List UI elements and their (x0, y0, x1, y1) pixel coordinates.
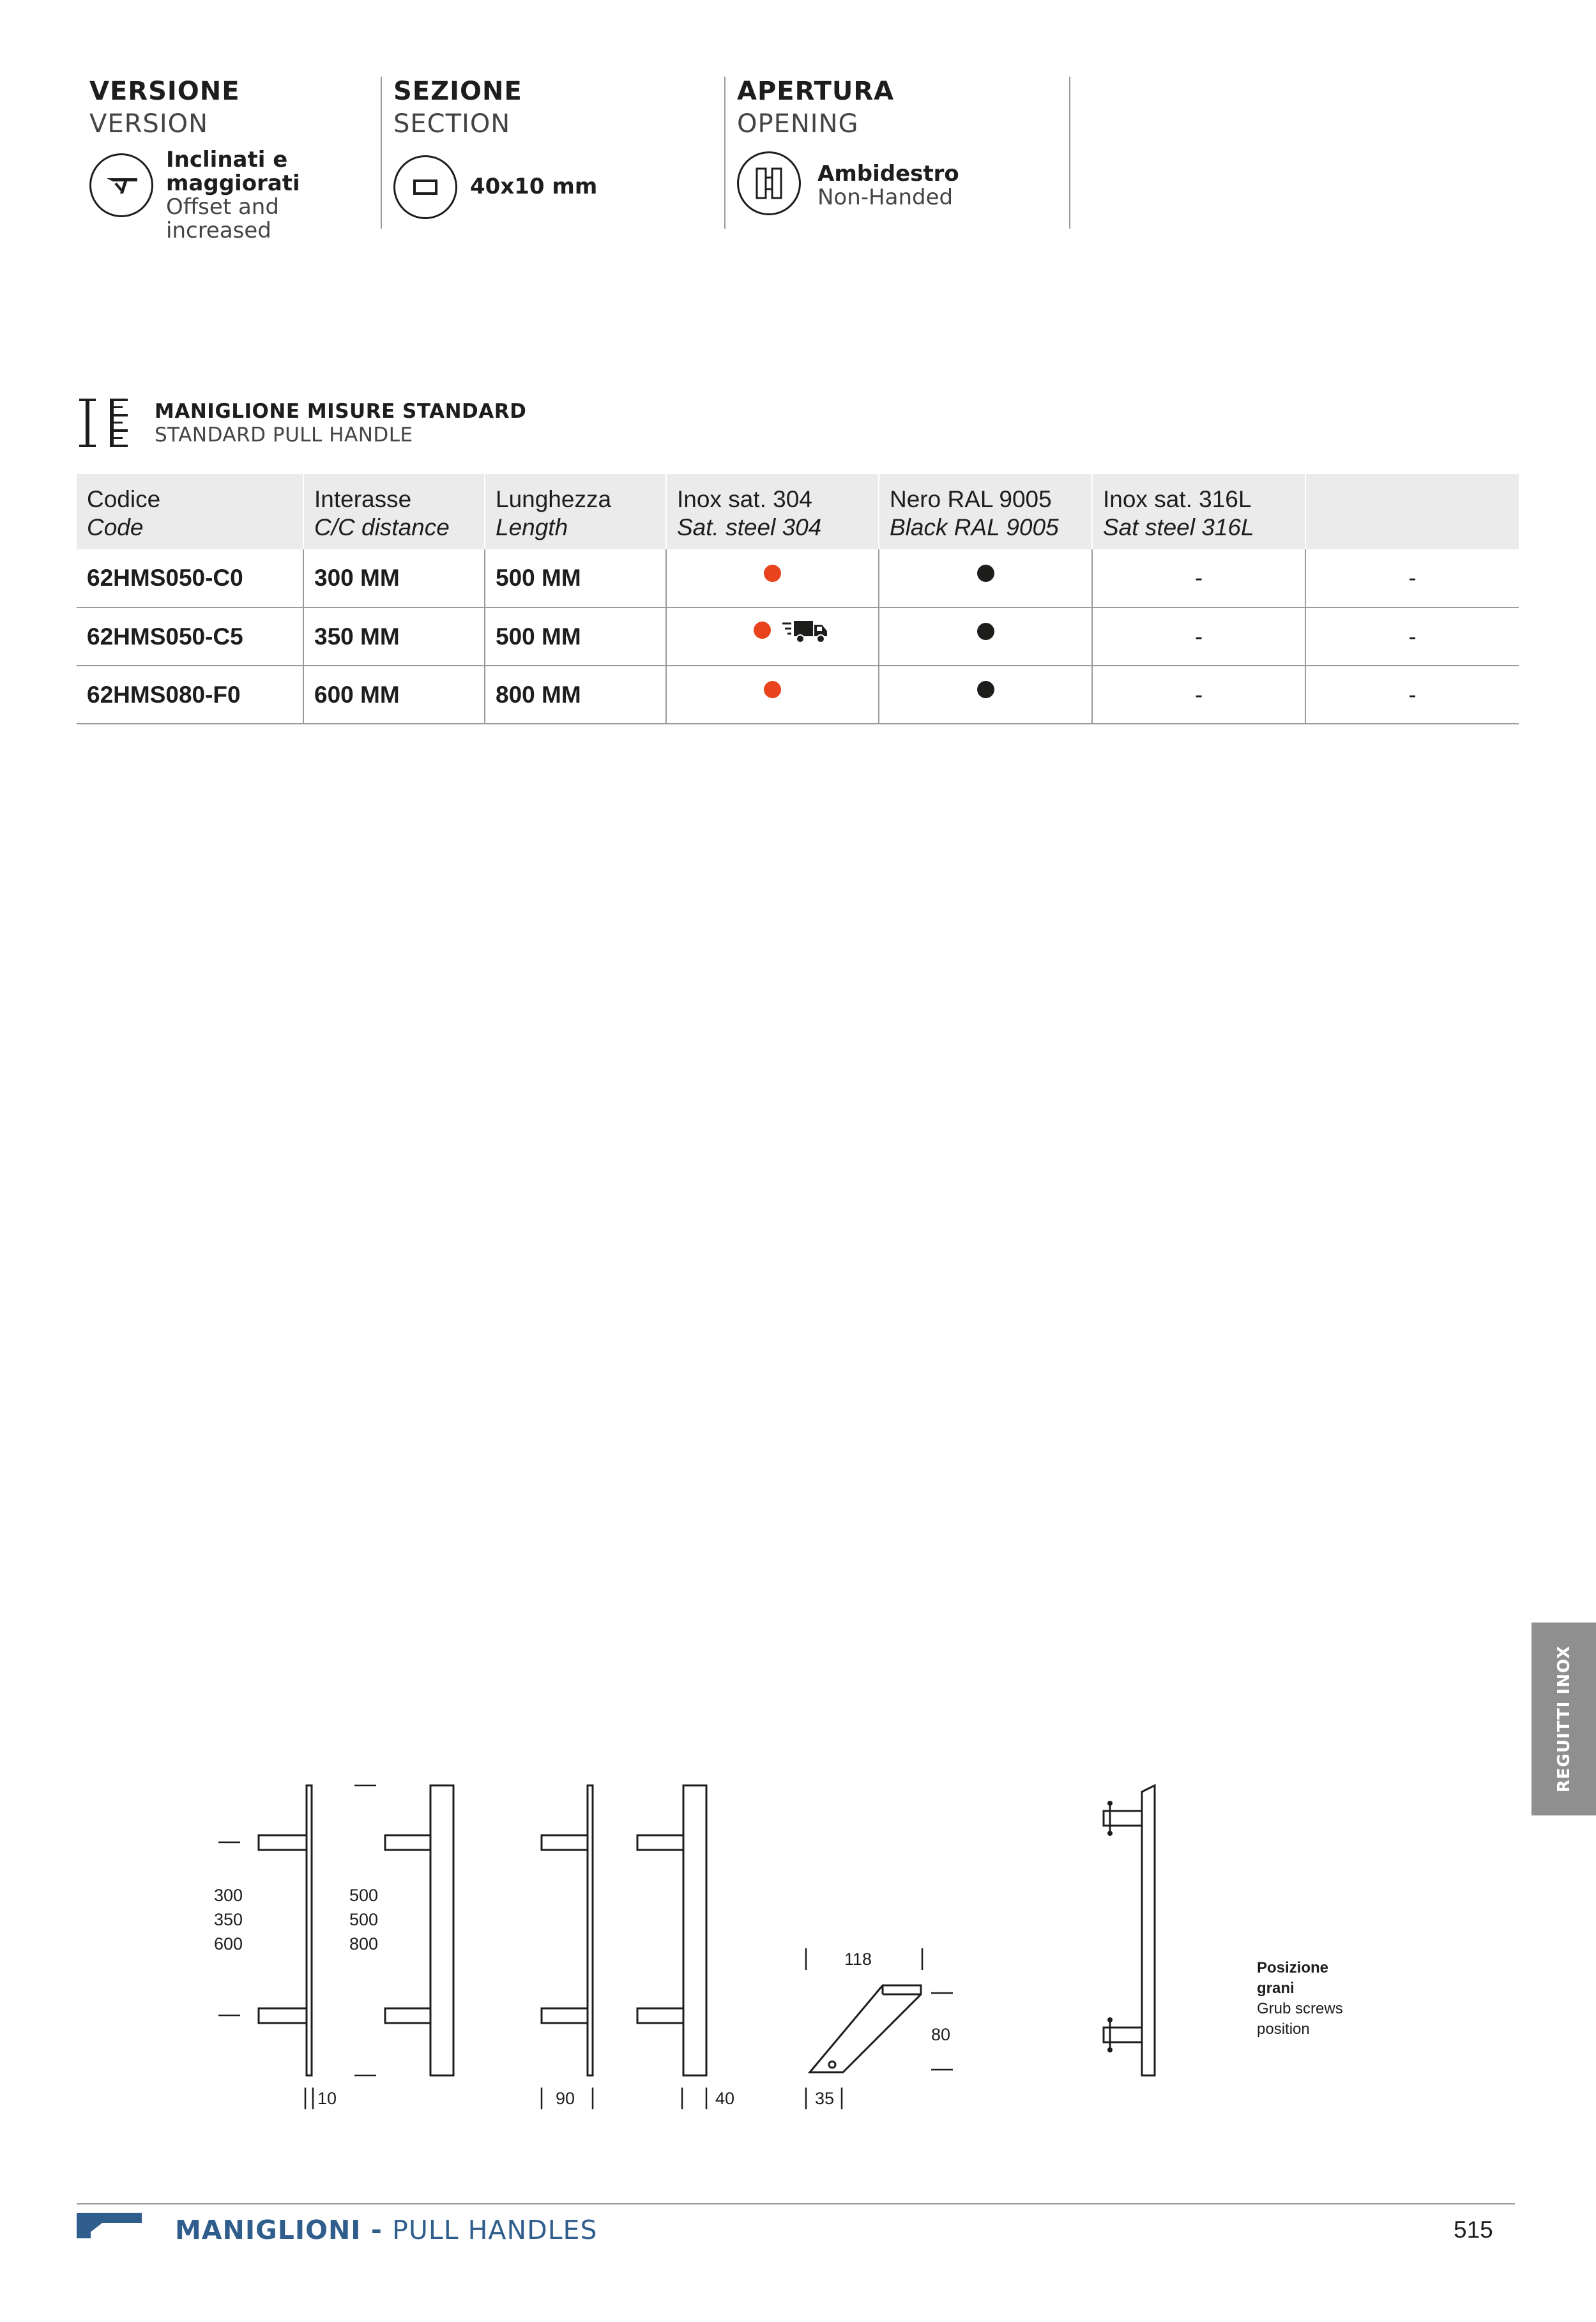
handle-1-standoff-top (259, 1835, 307, 1850)
table-row (77, 666, 1519, 724)
footer-title-it: MANIGLIONI (175, 2215, 361, 2245)
col-header-code: Codice Code (77, 474, 303, 549)
cell-code: 62HMS050-C0 (77, 549, 303, 607)
cell-code: 62HMS080-F0 (77, 666, 303, 724)
col-header-inox304: Inox sat. 304 Sat. steel 304 (666, 474, 879, 549)
sezione-value: 40x10 mm (470, 174, 598, 199)
cell-code: 62HMS050-C5 (77, 607, 303, 666)
page-number: 515 (1454, 2217, 1493, 2243)
table-row (77, 549, 1519, 607)
side-tab-label: REGUITTI INOX (1554, 1645, 1574, 1793)
cell-black (879, 666, 1092, 724)
grub-screw-handle-bar (1142, 1785, 1155, 2075)
handle-4-standoff-bottom (637, 2008, 683, 2023)
col-header-cc: Interasse C/C distance (303, 474, 485, 549)
col-header-black: Nero RAL 9005 Black RAL 9005 (879, 474, 1092, 549)
footer-divider (77, 2203, 1515, 2204)
section-title: MANIGLIONE MISURE STANDARD (155, 400, 527, 423)
available-dot-icon (977, 623, 994, 640)
handle-4-standoff-top (637, 1835, 683, 1850)
offset-width-dim: 118 (844, 1950, 872, 1969)
table-row (77, 607, 1519, 666)
sezione-subtitle: SECTION (393, 109, 511, 139)
handle-1-standoff-bottom (259, 2008, 307, 2023)
col-header-length: Lunghezza Length (485, 474, 666, 549)
handle-2-standoff-top (385, 1835, 430, 1850)
cell-length: 800 MM (485, 666, 666, 724)
apertura-value (817, 162, 959, 210)
handle-2-bar (430, 1785, 453, 2075)
versione-subtitle: VERSION (89, 109, 209, 139)
side-tab[interactable] (1531, 1623, 1596, 1815)
handle-2-standoff-bottom (385, 2008, 430, 2023)
thickness-dim: 10 (317, 2089, 337, 2108)
handle-3-standoff-top (542, 1835, 588, 1850)
versione-value-it-1: Inclinati e (166, 147, 288, 172)
cell-inox316: - (1092, 549, 1305, 607)
header-divider-2 (724, 77, 726, 229)
header-divider-3 (1069, 77, 1070, 229)
versione-value (166, 148, 300, 243)
available-dot-icon (764, 681, 781, 698)
offset-handle-icon (89, 153, 153, 217)
apertura-value-en: Non-Handed (817, 185, 954, 210)
reguitti-logo-icon (77, 2213, 142, 2238)
cc-value-1: 300 (214, 1886, 243, 1905)
available-dot-icon (754, 622, 771, 639)
cell-black (879, 607, 1092, 666)
cell-black (879, 549, 1092, 607)
depth-dim: 40 (715, 2089, 735, 2108)
handle-3-bar (588, 1785, 593, 2075)
versione-value-it-2: maggiorati (166, 171, 300, 196)
footer-separator: - (361, 2215, 393, 2245)
double-door-icon (737, 151, 801, 215)
cell-inox304 (666, 549, 879, 607)
length-value-2: 500 (349, 1910, 379, 1929)
apertura-subtitle: OPENING (737, 109, 859, 139)
cc-value-2: 350 (214, 1910, 243, 1929)
cell-cc: 600 MM (303, 666, 485, 724)
grub-screw-label: Posizione grani Grub screws position (1257, 1959, 1343, 2038)
table-header-row (77, 474, 1519, 549)
footer-title-en: PULL HANDLES (392, 2215, 598, 2245)
length-value-1: 500 (349, 1886, 379, 1905)
handle-3-standoff-bottom (542, 2008, 588, 2023)
length-value-3: 800 (349, 1934, 379, 1953)
sezione-title: SEZIONE (393, 77, 522, 106)
offset-height-dim: 80 (931, 2025, 951, 2044)
offset-depth-dim: 35 (815, 2089, 835, 2108)
projection-dim: 90 (556, 2089, 575, 2108)
apertura-title: APERTURA (737, 77, 895, 106)
cell-length: 500 MM (485, 607, 666, 666)
cc-value-3: 600 (214, 1934, 243, 1953)
measure-bars-icon (77, 397, 130, 448)
offset-standoff-detail (810, 1985, 921, 2072)
versione-title: VERSIONE (89, 77, 240, 106)
fast-delivery-truck-icon (781, 615, 830, 651)
apertura-value-it: Ambidestro (817, 161, 959, 187)
header-divider-1 (381, 77, 382, 229)
product-table (77, 474, 1519, 724)
cell-inox316: - (1092, 607, 1305, 666)
col-header-inox316: Inox sat. 316L Sat steel 316L (1092, 474, 1305, 549)
cell-inox316: - (1092, 666, 1305, 724)
cell-extra: - (1305, 549, 1519, 607)
footer-title (175, 2215, 597, 2245)
cell-extra: - (1305, 666, 1519, 724)
versione-value-en-2: increased (166, 218, 271, 243)
cell-cc: 300 MM (303, 549, 485, 607)
rectangle-section-icon (393, 155, 457, 219)
cell-extra: - (1305, 607, 1519, 666)
handle-1-bar (307, 1785, 312, 2075)
cell-inox304 (666, 607, 879, 666)
cell-length: 500 MM (485, 549, 666, 607)
section-subtitle: STANDARD PULL HANDLE (155, 424, 413, 447)
handle-4-bar (683, 1785, 706, 2075)
available-dot-icon (977, 565, 994, 582)
available-dot-icon (977, 681, 994, 698)
col-header-extra (1305, 474, 1519, 549)
available-dot-icon (764, 565, 781, 582)
cell-cc: 350 MM (303, 607, 485, 666)
versione-value-en-1: Offset and (166, 194, 279, 220)
cell-inox304 (666, 666, 879, 724)
